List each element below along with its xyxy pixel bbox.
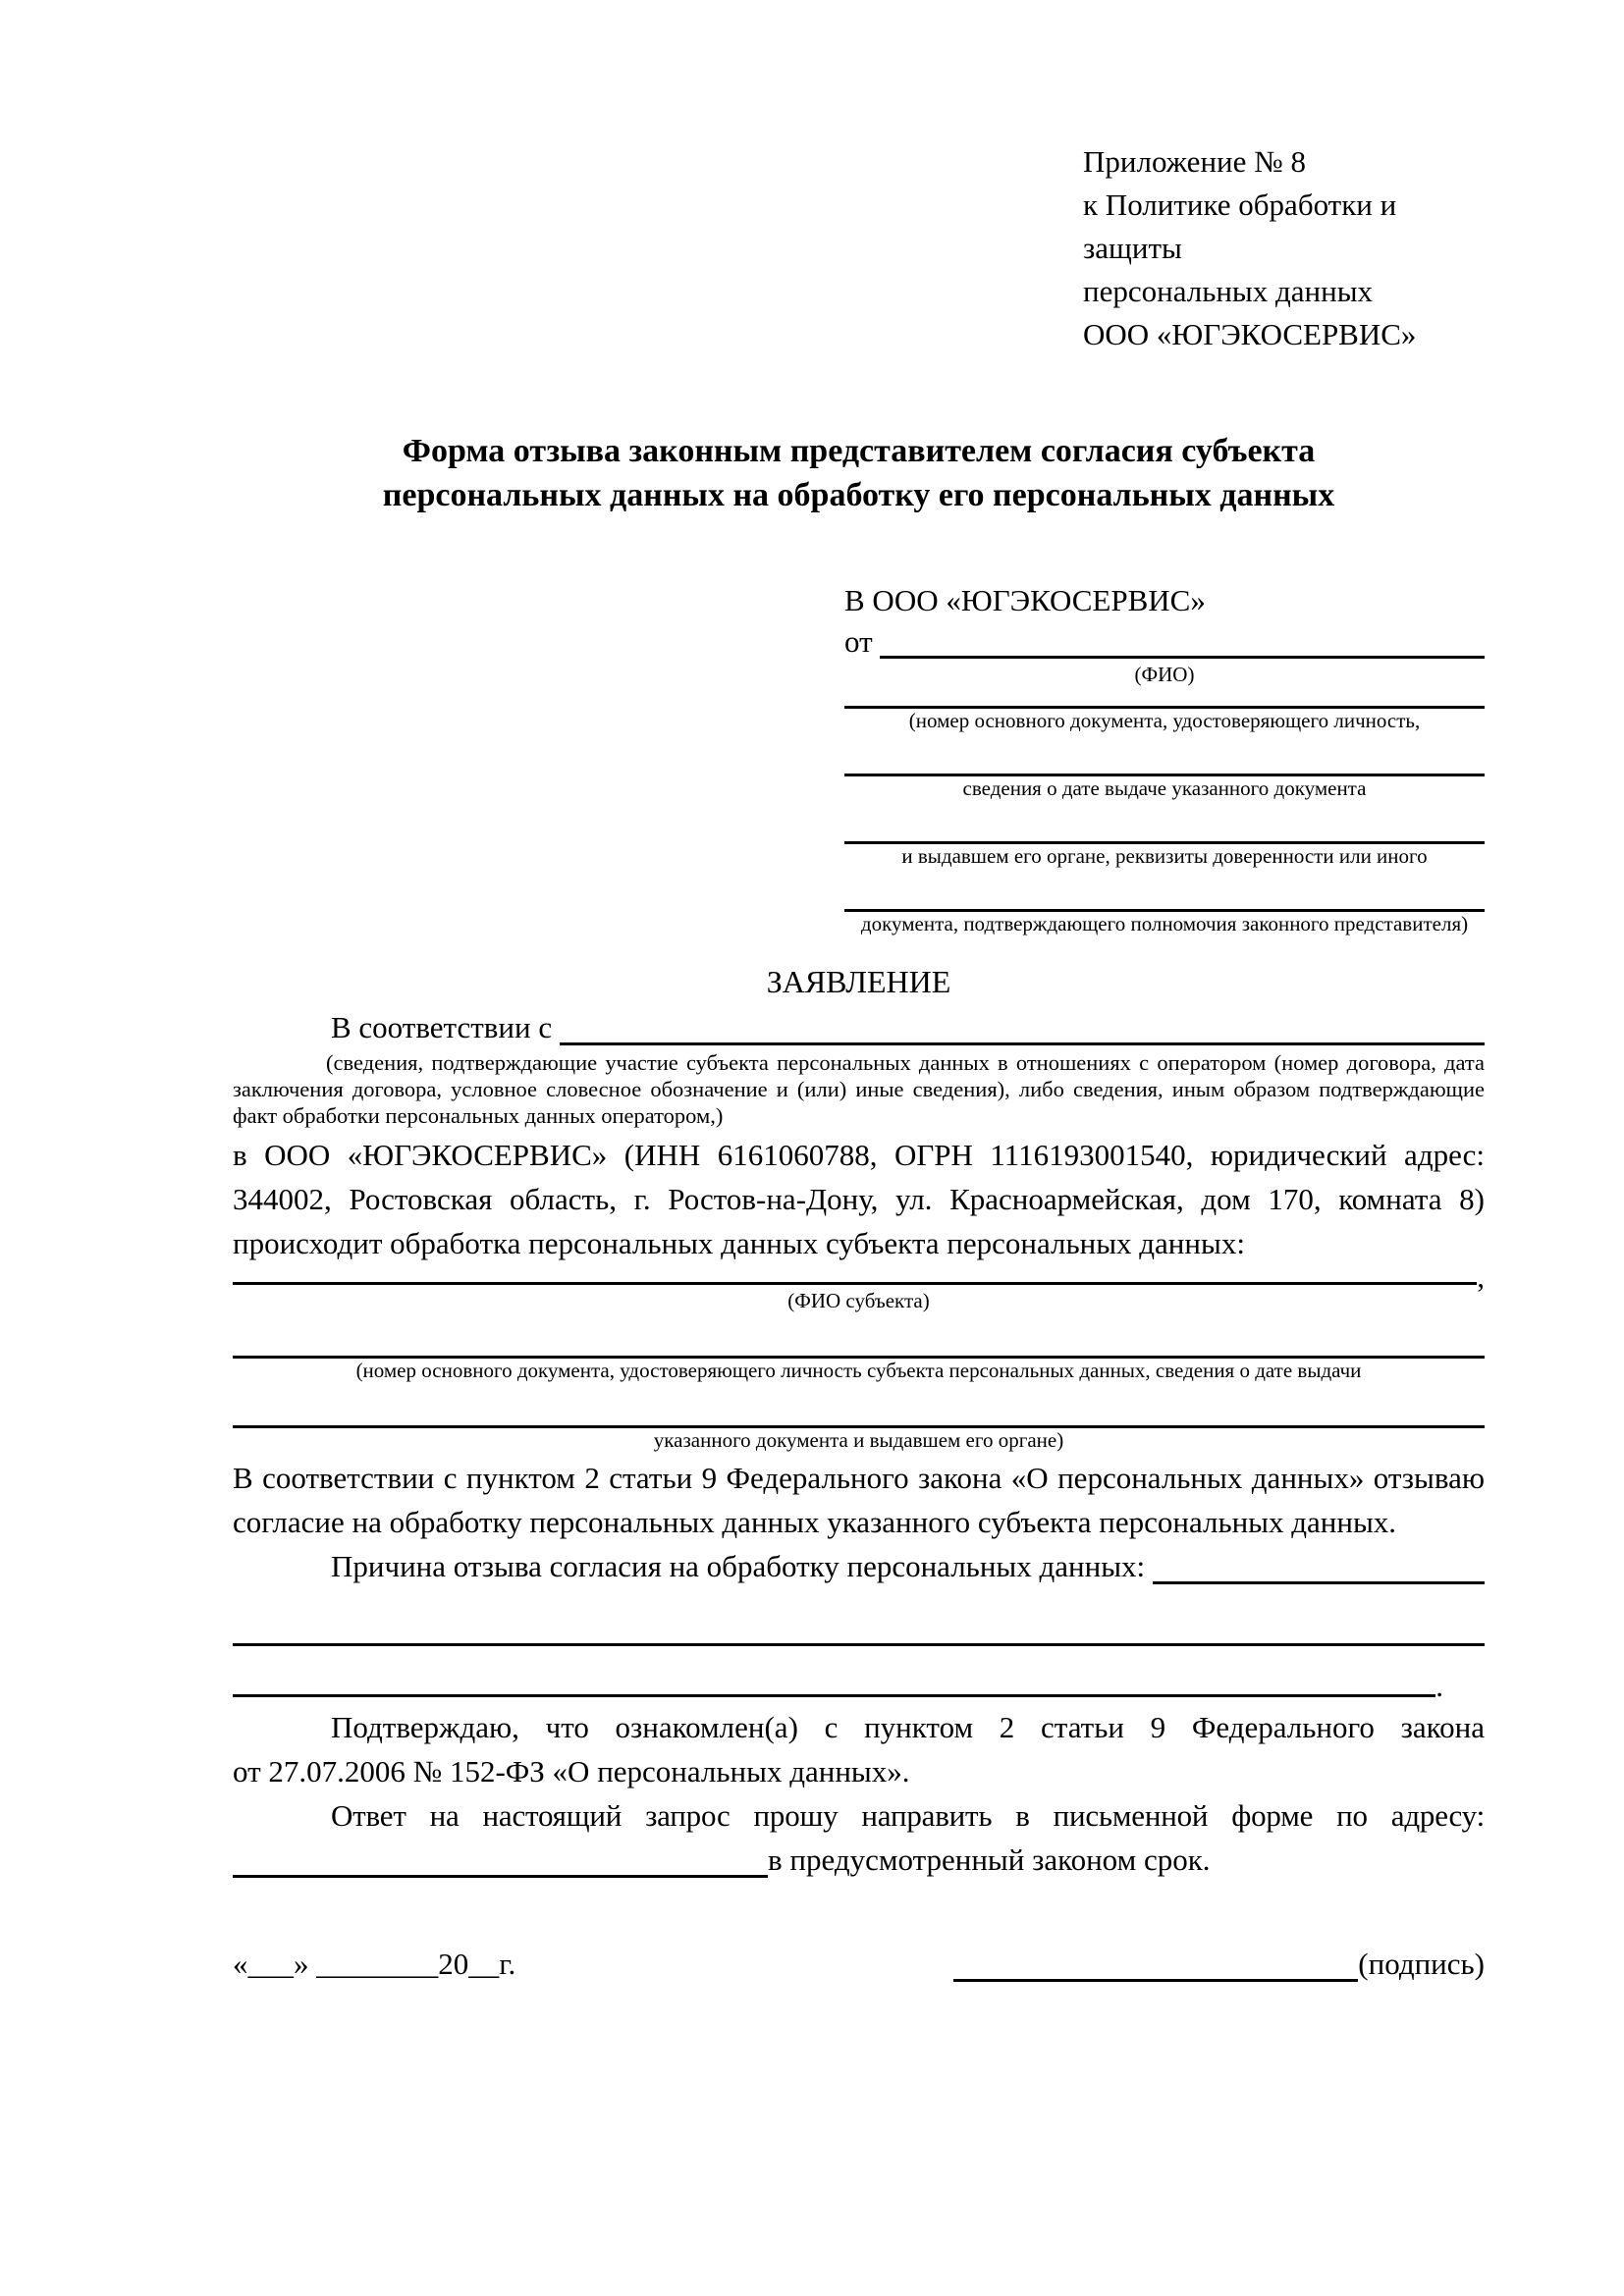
reply-address-blank-line: [233, 1875, 768, 1878]
applicant-document-blank-line-3: [844, 800, 1485, 844]
subject-fio-caption: (ФИО субъекта): [787, 1289, 930, 1312]
signature-group: [953, 1943, 1485, 1986]
document-content: [233, 0, 1485, 1986]
policy-reference-line-1: к Политике обработки и защиты: [1083, 187, 1397, 265]
company-name: ООО «ЮГЭКОСЕРВИС»: [1083, 317, 1417, 351]
subject-document-caption-2: указанного документа и выдавшем его органе): [653, 1428, 1064, 1452]
reason-blank-line-end-row: [233, 1646, 1443, 1701]
reason-blank-line-full: [233, 1588, 1485, 1646]
statement-fine-print: (сведения, подтверждающие участие субъекта персональных данных в отношениях с оператором (номер договора, дата заключения договора, условное словесное обозначение и (или) иные сведения), либо сведения, иным образом подтверждающие факт обработки персональных данных оператором,): [233, 1050, 1485, 1128]
applicant-document-blank-line-1: [844, 686, 1485, 709]
applicant-document-caption-4: документа, подтверждающего полномочия законного представителя): [860, 912, 1469, 935]
subject-document-blank-line-2: [233, 1382, 1485, 1428]
policy-reference-line-2: персональных данных: [1083, 274, 1374, 308]
operator-paragraph: в ООО «ЮГЭКОСЕРВИС» (ИНН 6161060788, ОГРН 1116193001540, юридический адрес: 344002, Ростовская область, г. Ростов-на-Дону, ул. Красноармейская, дом 170, комната 8) происходит обработка персональных данных субъекта персональных данных:: [233, 1138, 1485, 1260]
reply-intro-line: Ответ на настоящий запрос прошу направить в письменной форме по адресу:: [331, 1798, 1485, 1833]
reason-blank-line-start: [1153, 1581, 1485, 1584]
subject-document-blank-line-1: [233, 1312, 1485, 1359]
subject-fio-blank-line: [233, 1282, 1477, 1285]
footer-row: [233, 1943, 1485, 1986]
appendix-header: [1083, 140, 1485, 356]
subject-document-caption-1: (номер основного документа, удостоверяющего личность субъекта персональных данных, сведения о дате выдачи: [355, 1359, 1362, 1382]
applicant-name-row: [844, 621, 1485, 663]
reason-row: [233, 1544, 1485, 1588]
applicant-document-caption-3: и выдавшем его органе, реквизиты доверенности или иного: [901, 844, 1428, 868]
reply-tail-text: в предусмотренный законом срок.: [768, 1842, 1211, 1877]
document-title-line-1: Форма отзыва законным представителем согласия субъекта: [402, 433, 1316, 469]
fio-caption: (ФИО): [1134, 663, 1195, 686]
applicant-document-caption-1: (номер основного документа, удостоверяющего личность,: [908, 709, 1421, 732]
applicant-document-caption-2: сведения о дате выдаче указанного документа: [962, 776, 1367, 800]
statement-intro-row: [233, 1006, 1485, 1049]
document-title: [233, 429, 1485, 517]
reason-label: Причина отзыва согласия на обработку персональных данных:: [331, 1549, 1146, 1583]
signature-blank-line: [953, 1949, 1358, 1982]
date-blank-text: «___» ________20__г.: [233, 1947, 516, 1981]
recipient-organization: В ООО «ЮГЭКОСЕРВИС»: [844, 583, 1206, 617]
statement-intro-label: В соответствии с: [331, 1010, 553, 1044]
confirmation-paragraph: Подтверждаю, что ознакомлен(а) с пунктом 2 статьи 9 Федерального закона от 27.07.2006 № 152-ФЗ «О персональных данных».: [233, 1710, 1485, 1789]
signature-caption: (подпись): [1358, 1947, 1485, 1981]
subject-fio-line-comma: ,: [1477, 1259, 1485, 1294]
from-label: от: [844, 624, 873, 659]
document-title-line-2: персональных данных на обработку его персональных данных: [382, 477, 1335, 513]
withdrawal-paragraph: В соответствии с пунктом 2 статьи 9 Федерального закона «О персональных данных» отзываю согласие на обработку персональных данных указанного субъекта персональных данных.: [233, 1461, 1485, 1539]
reason-blank-line-end: [233, 1694, 1435, 1697]
applicant-document-blank-line-4: [844, 868, 1485, 912]
recipient-block: [844, 580, 1485, 935]
statement-intro-blank-line: [560, 1042, 1485, 1045]
applicant-name-blank-line: [880, 656, 1485, 659]
statement-heading: ЗАЯВЛЕНИЕ: [766, 964, 951, 999]
appendix-number: Приложение № 8: [1083, 144, 1306, 179]
reason-line-period: .: [1435, 1669, 1443, 1703]
reply-address-row: [233, 1838, 1485, 1882]
subject-fio-row: [233, 1259, 1485, 1294]
applicant-document-blank-line-2: [844, 732, 1485, 776]
